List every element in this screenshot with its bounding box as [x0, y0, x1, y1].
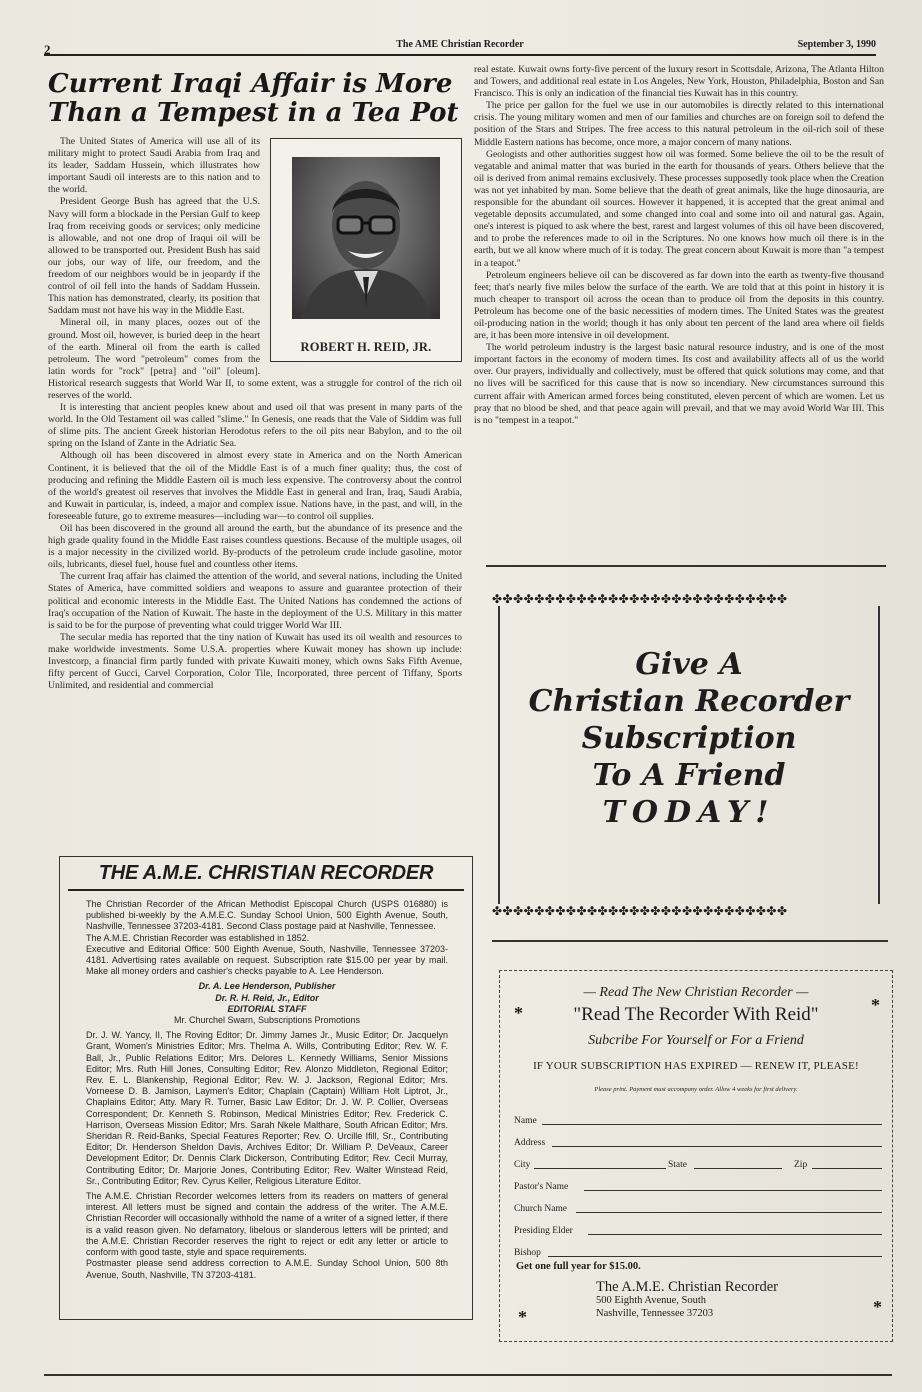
zip-label: Zip	[794, 1160, 808, 1170]
paragraph: The secular media has reported that the tiny nation of Kuwait has used its oil wealth and resources to make worldwide investments. Some U.S.A. properties where Kuwait money has shown up include: Investcorp, a financial firm partly funded with private Kuwaiti money, which owns Saks Fifth Avenue, fifty percent of Gucci, Carvel Corporation, Color Tile, Incorporated, three percent of Tiffany, Sports Unlimited, and residential and commercial	[48, 631, 462, 692]
ad-line-2: Christian Recorder	[528, 684, 850, 719]
ad-ornament-border-bottom: ✤✤✤✤✤✤✤✤✤✤✤✤✤✤✤✤✤✤✤✤✤✤✤✤✤✤✤✤	[492, 904, 788, 918]
article-headline	[48, 70, 462, 128]
pastor-line[interactable]	[584, 1190, 882, 1191]
name-line[interactable]	[542, 1124, 882, 1125]
page-header	[44, 36, 876, 56]
paragraph: It is interesting that ancient peoples knew about and used oil that was present in many parts of the world. In the Old Testament oil was called "slime." In Genesis, one reads that the Vale of Siddim was full of slime pits. The ancient Greek historian Herodotus refers to the oil pits near Babylon, and to the oil spring on the Island of Zante in the Adriatic Sea.	[48, 402, 462, 450]
subscription-offer: Get one full year for $15.00.	[516, 1261, 641, 1272]
bishop-label: Bishop	[514, 1248, 541, 1258]
star-icon: *	[518, 1307, 527, 1327]
masthead-paragraph: The A.M.E. Christian Recorder was established in 1852.	[86, 932, 310, 943]
address-line-2: Nashville, Tennessee 37203	[596, 1308, 714, 1319]
masthead-title: THE A.M.E. CHRISTIAN RECORDER	[68, 862, 464, 891]
form-subtitle: Subcribe For Yourself or For a Friend	[588, 1033, 804, 1048]
pastor-label: Pastor's Name	[514, 1182, 569, 1192]
elder-label: Presiding Elder	[514, 1226, 573, 1236]
page-number: 2	[44, 42, 51, 57]
staff-list: Dr. J. W. Yancy, II, The Roving Editor; Dr. Jimmy James Jr., Music Editor; Dr. Jacquelyn Grant, Women's Ministries Editor; Mrs. Thelma A. Wills, Contributing Editor; Rev. W. F. Ball, Jr., Public Relations Editor; Mrs. Delores L. Kennedy Williams, Senior Missions Editor; Mrs. Ruth Hill Jones, Consulting Editor; Rev. Alonzo Middleton, Regional Editor; Rev. E. L. Blankenship, Regional Editor; Rev. W. J. Jackson, Regional Editor; Mrs. Vorneese D. B. Jamison, Laymen's Editor; Chaplain (Captain) William Holt Liptrot, Jr., Chaplains Editor; Atty. Mary R. Turner, Basic Law Editor; Dr. J. W. P. Collier, Overseas Correspondent; Dr. Kenneth S. Robinson, Medical Ministries Editor; Rev. Frederick C. Harrison, Overseas Mission Editor; Mrs. Sarah Nkele Malthare, South African Editor; Mrs. Sheridan R. Reid-Banks, Special Features Reporter; Rev. O. Urcille Ifill, Sr., Contributing Editor; Dr. Henderson Sheldon Davis, Archives Editor; Dr. William P. DeVeaux, Career Development Editor; Dr. Dennis Clark Dickerson, Contributing Editor; Rev. Cecil Murray, Contributing Editor; Dr. Marjorie Jones, Contributing Editor; Rev. Walter Winstead Reid, Sr., Contributing Editor; Rev. Cyrus Keller, Religious Literature Editor.	[86, 1030, 448, 1186]
article-left-column	[48, 70, 462, 692]
form-slogan: "Read The Recorder With Reid"	[573, 1004, 819, 1025]
article-right-column	[474, 64, 884, 427]
address-name: The A.M.E. Christian Recorder	[596, 1279, 779, 1295]
church-field[interactable]	[514, 1200, 882, 1214]
state-label: State	[668, 1160, 687, 1170]
publication-name: The AME Christian Recorder	[396, 39, 524, 50]
mailing-address	[596, 1281, 778, 1320]
elder-line[interactable]	[588, 1234, 882, 1235]
church-label: Church Name	[514, 1204, 568, 1214]
author-photo-box	[270, 138, 462, 362]
subscriptions-line: Mr. Churchel Swarn, Subscriptions Promotions	[173, 1015, 361, 1026]
ad-line-4: To A Friend	[592, 758, 786, 793]
city-line[interactable]	[534, 1168, 666, 1169]
form-tagline: — Read The New Christian Recorder —	[583, 985, 809, 1000]
address-line-1: 500 Eighth Avenue, South	[596, 1295, 707, 1306]
masthead-box	[59, 856, 473, 1320]
divider-rule	[492, 940, 888, 942]
church-line[interactable]	[576, 1212, 882, 1213]
paragraph: The current Iraq affair has claimed the attention of the world, and several nations, including the United States of America, have committed soldiers and weapons to assure and guarantee protection of their political and economic interests in the Middle East. The United Nations has condemned the actions of Iraq's occupation of the Nation of Kuwait. The haste in the deployment of the U.S. Military in this matter is said to be for the purpose of preventing what could trigger World War III.	[48, 571, 462, 631]
address-field[interactable]	[514, 1134, 882, 1148]
article-body-left	[48, 136, 462, 692]
photo-caption: ROBERT H. REID, JR.	[300, 339, 432, 354]
masthead-paragraph: Executive and Editorial Office: 500 Eighth Avenue, South, Nashville, Tennessee 37203-4181. Advertising rates available on request. Subscription rate $15.00 per year by mail. Make all money orders and cashier's checks payable to A. Lee Henderson.	[86, 943, 448, 977]
paragraph: real estate. Kuwait owns forty-five percent of the luxury resort in Scottsdale, Arizona, The Atlanta Hilton and Towers, and additional real estate in Los Angeles, New York, Houston, Philadelphia, Boston and San Francisco. This is only an indication of the financial ties Kuwait has in this country.	[474, 64, 884, 100]
pastor-field[interactable]	[514, 1178, 882, 1192]
masthead-body	[60, 891, 472, 1281]
star-icon: *	[871, 995, 880, 1015]
city-state-zip-field[interactable]	[514, 1156, 882, 1170]
ad-line-3: Subscription	[581, 721, 797, 756]
paragraph: The price per gallon for the fuel we use in our automobiles is directly related to this international crisis. The young military women and men of our families and churches are on foreign soil to defend the position of the Stars and Stripes. The free access to this natural petroleum in the oil-rich soil of these Middle Eastern nations has become, once more, a major concern of many nations.	[474, 100, 884, 148]
ad-text	[492, 646, 886, 831]
address-line[interactable]	[552, 1146, 882, 1147]
postmaster-note: Postmaster please send address correction to A.M.E. Sunday School Union, 500 8th Avenue, South, Nashville, TN 37203-4181.	[86, 1258, 448, 1280]
paragraph: Mineral oil, in many places, oozes out of the ground. Most oil, however, is buried deep in the heart of the earth. Mineral oil from the earth is called petroleum. The word "petroleum" comes from the latin words for "rock" [petra] and "oil" [oleum]. Historical research suggests that World War II, to some extent, was a struggle for control of the rich oil reserves of the world.	[48, 317, 462, 401]
masthead-paragraph: The Christian Recorder of the African Methodist Episcopal Church (USPS 016880) is published bi-weekly by the A.M.E.C. Sunday School Union, 500 Eighth Avenue, South, Nashville, Tennessee 37203-4181. Second Class postage paid at Nashville, Tennessee.	[86, 899, 448, 932]
star-icon: *	[514, 1003, 523, 1023]
ad-line-1: Give A	[635, 647, 743, 682]
ad-ornament-border-top: ✤✤✤✤✤✤✤✤✤✤✤✤✤✤✤✤✤✤✤✤✤✤✤✤✤✤✤✤	[492, 592, 788, 606]
bishop-field[interactable]	[514, 1244, 882, 1258]
state-line[interactable]	[694, 1168, 782, 1169]
paragraph: Geologists and other authorities suggest how oil was formed. Some believe the oil to be the result of vegatable and animal matter that was buried in the earth for thousands of years. Others believe that the oil is derived from animal remains exclusively. These processes supposedly took place when the Creation was not yet inhabited by man. Some believe that the death of great animals, like the huge dinosauria, are responsible for the abundant oil sources. However it happened, it is accepted that the great animal and vegetable deposits accumulated, and some changed into coal and some into oil and natural gas. Again, one's interest is piqued to ask where the best, rarest and largest volumes of this oil have been discovered, and to probe the references made to oil in the Scriptures. No one knows how much oil there is in the earth, but we all know where much of it is today. The great concern about Kuwait is more than "a tempest in a teapot."	[474, 148, 884, 269]
paragraph: The world petroleum industry is the largest basic natural resource industry, and is one of the most important factors in the economy of modern times. Its cost and availability affects all of us the world over. Our prayers, individually and collectively, must be offered that quick solutions may come, and that no lives will be sacrificed for this cause that is now so incendiary. New circumstances surround this current affair with American armed forces being constituted, eleven percent of which are women. Let us pray that no blood be shed, and that peace again will prevail, and that we may avoid World War III. This is no "tempest in a teapot."	[474, 342, 884, 426]
paragraph: Oil has been discovered in the ground all around the earth, but the abundance of its presence and the high grade quality found in the Middle East raises countless questions. Because of the multiple usages, oil is a major necessity in the civilized world. By-products of the petroleum crude include gasoline, motor oils, lubricants, diesel fuel, house fuel and countless other items.	[48, 523, 462, 571]
elder-field[interactable]	[514, 1222, 882, 1236]
divider-rule	[486, 565, 886, 567]
publisher-line: Dr. A. Lee Henderson, Publisher	[198, 981, 336, 992]
editor-line: Dr. R. H. Reid, Jr., Editor	[215, 992, 319, 1003]
bishop-line[interactable]	[548, 1256, 882, 1257]
headline-line-2: Than a Tempest in a Tea Pot	[48, 98, 459, 128]
form-renew-notice: IF YOUR SUBSCRIPTION HAS EXPIRED — RENEW IT, PLEASE!	[533, 1060, 859, 1072]
letters-policy: The A.M.E. Christian Recorder welcomes letters from its readers on matters of general interest. All letters must be signed and contain the address of the writer. The A.M.E. Christian Recorder will occasionally withhold the name of a writer of a signed letter, if there is a valid reason given. No defamatory, libelous or slanderous letters will be printed; and the A.M.E. Christian Recorder reserves the right to reject or edit any letter or article to conform with good taste, style and space requirements.	[86, 1191, 448, 1258]
name-field[interactable]	[514, 1112, 882, 1126]
address-label: Address	[514, 1138, 546, 1148]
ad-line-5: TODAY!	[602, 795, 776, 830]
bottom-rule	[44, 1374, 892, 1376]
issue-date: September 3, 1990	[797, 39, 876, 50]
paragraph: Although oil has been discovered in almost every state in America and on the North American Continent, it is believed that the oil of the Middle East is of a much finer quality; thus, the cost of producing and refining the Middle Eastern oil is much less expensive. The controversy about the control of the world's greatest oil reserves that involves the Middle East in general and Iran, Iraq, Saudi Arabia, and Kuwait in particular, is, indeed, a major and complex issue. Nations have, in the past, and will, in the foreseeable future, go to extreme measures—including war—to control oil supplies.	[48, 450, 462, 522]
name-label: Name	[514, 1116, 537, 1126]
staff-heading: EDITORIAL STAFF	[227, 1003, 307, 1014]
city-label: City	[514, 1160, 531, 1170]
paragraph: President George Bush has agreed that the U.S. Navy will form a blockade in the Persian Gulf to keep Iraq from receiving goods or services; only medicine is allowable, and not one drop of Iraqui oil will be allowed to be transported out. President Bush has said our jobs, our way of life, our freedom, and the freedom of our neighbors would be in jeopardy if the control of oil fell into the hands of Saddam Hussein. This nation has demonstrated, clearly, its position that Saddam must not have his way in the Middle East.	[48, 196, 260, 317]
zip-line[interactable]	[812, 1168, 882, 1169]
subscription-form	[499, 970, 893, 1342]
star-icon: *	[873, 1297, 882, 1317]
form-instructions: Please print. Payment must accompany order. Allow 4 weeks for first delivery.	[594, 1086, 798, 1093]
headline-line-1: Current Iraqi Affair is More	[48, 69, 453, 99]
article-body-right	[474, 64, 884, 427]
paragraph: The United States of America will use all of its military might to protect Saudi Arabia from Iraq and its leader, Saddam Hussein, which illustrates how important Saudi oil interests are to this nation and to the world.	[48, 136, 260, 196]
author-photo	[292, 157, 440, 319]
gift-subscription-ad	[492, 592, 886, 918]
paragraph: Petroleum engineers believe oil can be discovered as far down into the earth as twenty-five thousand feet; that's nearly five miles below the surface of the earth. We are told that at this point in history it is much cheaper to transport oil across the ocean than to produce oil from the deposits in this country. Petroleum has become one of the basic necessities of modern times. The United States was the greatest oil-producing nation in the world; though it has only about ten percent of the land area where oil fields are, it has been more intensive in oil development.	[474, 269, 884, 342]
